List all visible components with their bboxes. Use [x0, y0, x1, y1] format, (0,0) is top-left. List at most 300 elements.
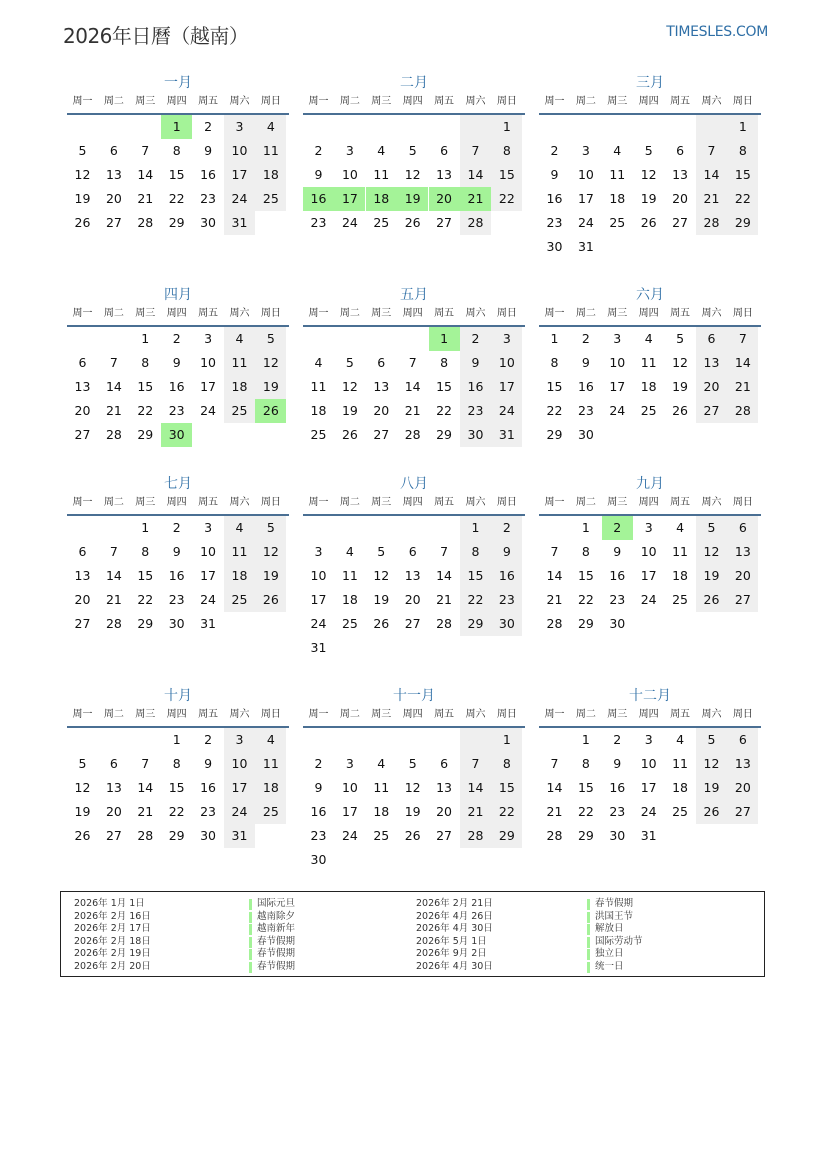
days-grid	[539, 327, 761, 447]
day-cell: 7	[550, 544, 559, 559]
day-cell: 5	[696, 516, 727, 540]
weekday-label: 周三	[135, 497, 156, 508]
legend-entry: 春节假期	[249, 936, 295, 949]
day-cell: 30	[161, 423, 192, 447]
empty-cell	[539, 115, 570, 139]
day-cell: 16	[546, 191, 563, 206]
day-cell: 5	[676, 331, 685, 346]
day-cell: 12	[255, 540, 286, 564]
day-cell: 30	[609, 616, 626, 631]
day-cell: 25	[255, 800, 286, 824]
empty-cell	[397, 516, 428, 540]
weekday-label: 周日	[496, 497, 517, 508]
site-link[interactable]: TIMESLES.COM	[666, 24, 768, 40]
weekday-label: 周四	[638, 308, 659, 319]
empty-cell	[397, 728, 428, 752]
weekday-label: 周一	[308, 497, 329, 508]
day-cell: 30	[310, 852, 327, 867]
day-cell: 11	[672, 756, 689, 771]
legend-entry: 2026年 2月 18日	[74, 935, 151, 947]
month-block	[539, 686, 761, 848]
weekday-label: 周五	[434, 308, 455, 319]
weekday-label: 周日	[732, 96, 753, 107]
day-cell: 10	[224, 139, 255, 163]
day-cell: 4	[224, 516, 255, 540]
month-block	[303, 285, 525, 447]
weekday-label: 周三	[607, 96, 628, 107]
legend-names-col1	[249, 898, 295, 973]
day-cell: 18	[672, 568, 689, 583]
weekday-label: 周四	[638, 709, 659, 720]
day-cell: 9	[460, 351, 491, 375]
weekday-label: 周日	[732, 308, 753, 319]
weekday-label: 周五	[434, 709, 455, 720]
day-cell: 9	[172, 355, 181, 370]
day-cell: 17	[310, 592, 327, 607]
day-cell: 2	[204, 119, 213, 134]
day-cell: 8	[172, 756, 181, 771]
day-cell: 23	[609, 592, 626, 607]
day-cell: 1	[161, 115, 192, 139]
day-cell: 27	[105, 828, 122, 843]
day-cell: 14	[460, 163, 491, 187]
day-cell: 8	[141, 544, 150, 559]
day-cell: 6	[78, 355, 87, 370]
month-name: 十月	[164, 688, 192, 704]
day-cell: 4	[377, 756, 386, 771]
day-cell: 7	[141, 143, 150, 158]
page-title: 2026年日曆（越南）	[63, 24, 249, 48]
day-cell: 14	[137, 167, 154, 182]
day-cell: 13	[436, 167, 453, 182]
empty-cell	[429, 728, 460, 752]
day-cell: 15	[491, 776, 522, 800]
month-block	[539, 474, 761, 636]
day-cell: 11	[672, 544, 689, 559]
day-cell: 26	[696, 588, 727, 612]
day-cell: 6	[440, 143, 449, 158]
empty-cell	[602, 115, 633, 139]
month-name: 九月	[636, 476, 664, 492]
empty-cell	[665, 235, 696, 259]
holiday-legend	[60, 891, 765, 977]
weekday-label: 周二	[575, 96, 596, 107]
day-cell: 17	[640, 568, 657, 583]
empty-cell	[665, 115, 696, 139]
day-cell: 16	[303, 187, 334, 211]
empty-cell	[727, 824, 758, 848]
empty-cell	[98, 516, 129, 540]
day-cell: 25	[255, 187, 286, 211]
empty-cell	[366, 115, 397, 139]
day-cell: 25	[640, 403, 657, 418]
day-cell: 2	[314, 143, 323, 158]
weekday-header	[539, 494, 761, 516]
day-cell: 12	[255, 351, 286, 375]
weekday-label: 周二	[103, 308, 124, 319]
empty-cell	[255, 423, 286, 447]
weekday-label: 周六	[465, 497, 486, 508]
day-cell: 20	[74, 403, 91, 418]
legend-dates-col2	[416, 898, 493, 973]
weekday-label: 周日	[260, 497, 281, 508]
empty-cell	[602, 235, 633, 259]
empty-cell	[366, 728, 397, 752]
day-cell: 1	[460, 516, 491, 540]
day-cell: 3	[224, 115, 255, 139]
empty-cell	[696, 824, 727, 848]
day-cell: 28	[105, 616, 122, 631]
day-cell: 26	[255, 588, 286, 612]
day-cell: 17	[609, 379, 626, 394]
legend-entry: 春节假期	[249, 961, 295, 974]
day-cell: 27	[105, 215, 122, 230]
day-cell: 6	[408, 544, 417, 559]
day-cell: 9	[204, 143, 213, 158]
day-cell: 11	[609, 167, 626, 182]
empty-cell	[334, 728, 365, 752]
day-cell: 20	[105, 804, 122, 819]
day-cell: 20	[727, 564, 758, 588]
empty-cell	[366, 516, 397, 540]
month-name: 六月	[636, 287, 664, 303]
weekday-label: 周六	[229, 96, 250, 107]
weekday-label: 周六	[701, 96, 722, 107]
day-cell: 31	[310, 640, 327, 655]
day-cell: 5	[644, 143, 653, 158]
day-cell: 2	[613, 732, 622, 747]
day-cell: 18	[255, 163, 286, 187]
day-cell: 12	[404, 167, 421, 182]
day-cell: 18	[366, 187, 397, 211]
day-cell: 16	[491, 564, 522, 588]
day-cell: 14	[137, 780, 154, 795]
day-cell: 2	[314, 756, 323, 771]
empty-cell	[727, 423, 758, 447]
day-cell: 19	[696, 564, 727, 588]
day-cell: 13	[404, 568, 421, 583]
day-cell: 31	[224, 211, 255, 235]
day-cell: 27	[74, 427, 91, 442]
day-cell: 1	[429, 327, 460, 351]
empty-cell	[696, 423, 727, 447]
weekday-label: 周日	[732, 709, 753, 720]
empty-cell	[98, 728, 129, 752]
empty-cell	[334, 327, 365, 351]
weekday-label: 周五	[434, 96, 455, 107]
weekday-label: 周四	[402, 709, 423, 720]
day-cell: 27	[727, 588, 758, 612]
day-cell: 3	[345, 756, 354, 771]
day-cell: 17	[640, 780, 657, 795]
day-cell: 4	[224, 327, 255, 351]
weekday-label: 周二	[103, 96, 124, 107]
day-cell: 31	[491, 423, 522, 447]
day-cell: 14	[105, 379, 122, 394]
legend-entry: 2026年 2月 19日	[74, 948, 151, 959]
day-cell: 1	[581, 732, 590, 747]
empty-cell	[397, 115, 428, 139]
day-cell: 30	[460, 423, 491, 447]
weekday-label: 周六	[229, 709, 250, 720]
day-cell: 24	[341, 215, 358, 230]
empty-cell	[98, 115, 129, 139]
empty-cell	[366, 327, 397, 351]
day-cell: 19	[397, 187, 428, 211]
day-cell: 13	[727, 540, 758, 564]
day-cell: 15	[137, 568, 154, 583]
day-cell: 7	[460, 752, 491, 776]
day-cell: 13	[105, 780, 122, 795]
month-name: 十二月	[629, 688, 671, 704]
day-cell: 7	[696, 139, 727, 163]
day-cell: 1	[141, 331, 150, 346]
weekday-label: 周日	[260, 709, 281, 720]
day-cell: 16	[460, 375, 491, 399]
day-cell: 11	[224, 351, 255, 375]
day-cell: 21	[727, 375, 758, 399]
day-cell: 2	[460, 327, 491, 351]
day-cell: 28	[460, 824, 491, 848]
day-cell: 22	[727, 187, 758, 211]
day-cell: 30	[609, 828, 626, 843]
day-cell: 15	[577, 780, 594, 795]
weekday-label: 周二	[339, 308, 360, 319]
weekday-header	[303, 93, 525, 115]
day-cell: 24	[609, 403, 626, 418]
weekday-header	[539, 305, 761, 327]
day-cell: 6	[78, 544, 87, 559]
day-cell: 10	[310, 568, 327, 583]
day-cell: 25	[224, 399, 255, 423]
legend-entry: 2026年 2月 16日	[74, 910, 151, 922]
day-cell: 3	[613, 331, 622, 346]
weekday-label: 周四	[402, 497, 423, 508]
empty-cell	[633, 235, 664, 259]
day-cell: 29	[436, 427, 453, 442]
empty-cell	[665, 824, 696, 848]
days-grid	[303, 115, 525, 235]
day-cell: 4	[676, 520, 685, 535]
empty-cell	[429, 636, 460, 660]
weekday-label: 周日	[732, 497, 753, 508]
day-cell: 12	[74, 780, 91, 795]
weekday-label: 周三	[135, 96, 156, 107]
day-cell: 31	[200, 616, 217, 631]
day-cell: 23	[460, 399, 491, 423]
day-cell: 16	[310, 804, 327, 819]
day-cell: 14	[546, 780, 563, 795]
day-cell: 9	[204, 756, 213, 771]
day-cell: 12	[696, 540, 727, 564]
day-cell: 29	[546, 427, 563, 442]
day-cell: 24	[577, 215, 594, 230]
day-cell: 15	[577, 568, 594, 583]
legend-entry: 越南新年	[249, 923, 295, 936]
day-cell: 20	[74, 592, 91, 607]
day-cell: 10	[224, 752, 255, 776]
day-cell: 6	[727, 516, 758, 540]
day-cell: 16	[609, 568, 626, 583]
day-cell: 29	[460, 612, 491, 636]
day-cell: 23	[168, 592, 185, 607]
day-cell: 10	[341, 167, 358, 182]
day-cell: 9	[550, 167, 559, 182]
weekday-label: 周四	[166, 709, 187, 720]
day-cell: 11	[373, 167, 390, 182]
day-cell: 12	[373, 568, 390, 583]
day-cell: 2	[491, 516, 522, 540]
legend-entry: 春节假期	[249, 948, 295, 961]
month-name: 四月	[164, 287, 192, 303]
weekday-header	[67, 494, 289, 516]
day-cell: 7	[440, 544, 449, 559]
weekday-label: 周一	[544, 709, 565, 720]
day-cell: 3	[644, 520, 653, 535]
weekday-label: 周六	[701, 497, 722, 508]
weekday-label: 周二	[339, 709, 360, 720]
day-cell: 2	[602, 516, 633, 540]
day-cell: 22	[137, 592, 154, 607]
day-cell: 8	[491, 752, 522, 776]
empty-cell	[696, 115, 727, 139]
day-cell: 25	[609, 215, 626, 230]
month-block	[303, 474, 525, 660]
empty-cell	[460, 848, 491, 872]
day-cell: 29	[577, 828, 594, 843]
empty-cell	[303, 115, 334, 139]
empty-cell	[429, 516, 460, 540]
empty-cell	[633, 612, 664, 636]
weekday-label: 周三	[607, 497, 628, 508]
weekday-label: 周五	[434, 497, 455, 508]
days-grid	[67, 728, 289, 848]
day-cell: 22	[436, 403, 453, 418]
day-cell: 25	[310, 427, 327, 442]
day-cell: 10	[341, 780, 358, 795]
day-cell: 28	[460, 211, 491, 235]
day-cell: 29	[137, 427, 154, 442]
day-cell: 27	[436, 215, 453, 230]
day-cell: 26	[640, 215, 657, 230]
day-cell: 14	[696, 163, 727, 187]
legend-entry: 2026年 5月 1日	[416, 935, 487, 947]
month-name: 三月	[636, 75, 664, 91]
day-cell: 13	[727, 752, 758, 776]
weekday-label: 周日	[496, 96, 517, 107]
day-cell: 29	[137, 616, 154, 631]
empty-cell	[665, 423, 696, 447]
day-cell: 22	[577, 804, 594, 819]
day-cell: 1	[491, 728, 522, 752]
day-cell: 10	[200, 544, 217, 559]
empty-cell	[67, 115, 98, 139]
day-cell: 23	[546, 215, 563, 230]
weekday-label: 周二	[103, 497, 124, 508]
day-cell: 30	[491, 612, 522, 636]
days-grid	[539, 728, 761, 848]
legend-dates-col1	[74, 898, 151, 973]
day-cell: 5	[377, 544, 386, 559]
weekday-label: 周二	[339, 497, 360, 508]
day-cell: 1	[141, 520, 150, 535]
day-cell: 16	[200, 780, 217, 795]
day-cell: 15	[727, 163, 758, 187]
day-cell: 26	[74, 215, 91, 230]
weekday-label: 周五	[198, 96, 219, 107]
day-cell: 18	[224, 564, 255, 588]
legend-entry: 解放日	[587, 923, 643, 936]
weekday-label: 周日	[496, 308, 517, 319]
day-cell: 6	[440, 756, 449, 771]
day-cell: 1	[172, 732, 181, 747]
empty-cell	[255, 824, 286, 848]
empty-cell	[303, 327, 334, 351]
day-cell: 19	[404, 804, 421, 819]
empty-cell	[665, 612, 696, 636]
day-cell: 4	[255, 115, 286, 139]
day-cell: 29	[727, 211, 758, 235]
day-cell: 23	[200, 191, 217, 206]
day-cell: 23	[609, 804, 626, 819]
day-cell: 20	[429, 187, 460, 211]
empty-cell	[255, 211, 286, 235]
day-cell: 17	[200, 568, 217, 583]
day-cell: 24	[224, 800, 255, 824]
days-grid	[303, 327, 525, 447]
day-cell: 14	[404, 379, 421, 394]
day-cell: 26	[404, 215, 421, 230]
day-cell: 21	[137, 191, 154, 206]
day-cell: 30	[546, 239, 563, 254]
weekday-label: 周一	[308, 96, 329, 107]
weekday-label: 周一	[72, 709, 93, 720]
day-cell: 5	[255, 327, 286, 351]
day-cell: 23	[310, 215, 327, 230]
weekday-label: 周三	[371, 96, 392, 107]
day-cell: 13	[436, 780, 453, 795]
day-cell: 9	[314, 780, 323, 795]
day-cell: 11	[224, 540, 255, 564]
legend-entry: 2026年 9月 2日	[416, 948, 487, 959]
day-cell: 16	[200, 167, 217, 182]
day-cell: 30	[168, 616, 185, 631]
day-cell: 22	[491, 800, 522, 824]
day-cell: 27	[672, 215, 689, 230]
weekday-label: 周六	[465, 308, 486, 319]
day-cell: 22	[137, 403, 154, 418]
weekday-label: 周六	[465, 96, 486, 107]
day-cell: 28	[137, 215, 154, 230]
empty-cell	[397, 327, 428, 351]
days-grid	[539, 516, 761, 636]
day-cell: 21	[460, 800, 491, 824]
day-cell: 25	[672, 804, 689, 819]
day-cell: 27	[696, 399, 727, 423]
empty-cell	[366, 636, 397, 660]
day-cell: 28	[546, 616, 563, 631]
day-cell: 22	[168, 191, 185, 206]
day-cell: 8	[550, 355, 559, 370]
month-block	[67, 73, 289, 235]
legend-entry: 洪国王节	[587, 911, 643, 924]
day-cell: 11	[341, 568, 358, 583]
day-cell: 19	[74, 191, 91, 206]
day-cell: 7	[727, 327, 758, 351]
day-cell: 15	[546, 379, 563, 394]
days-grid	[303, 728, 525, 872]
day-cell: 3	[204, 331, 213, 346]
